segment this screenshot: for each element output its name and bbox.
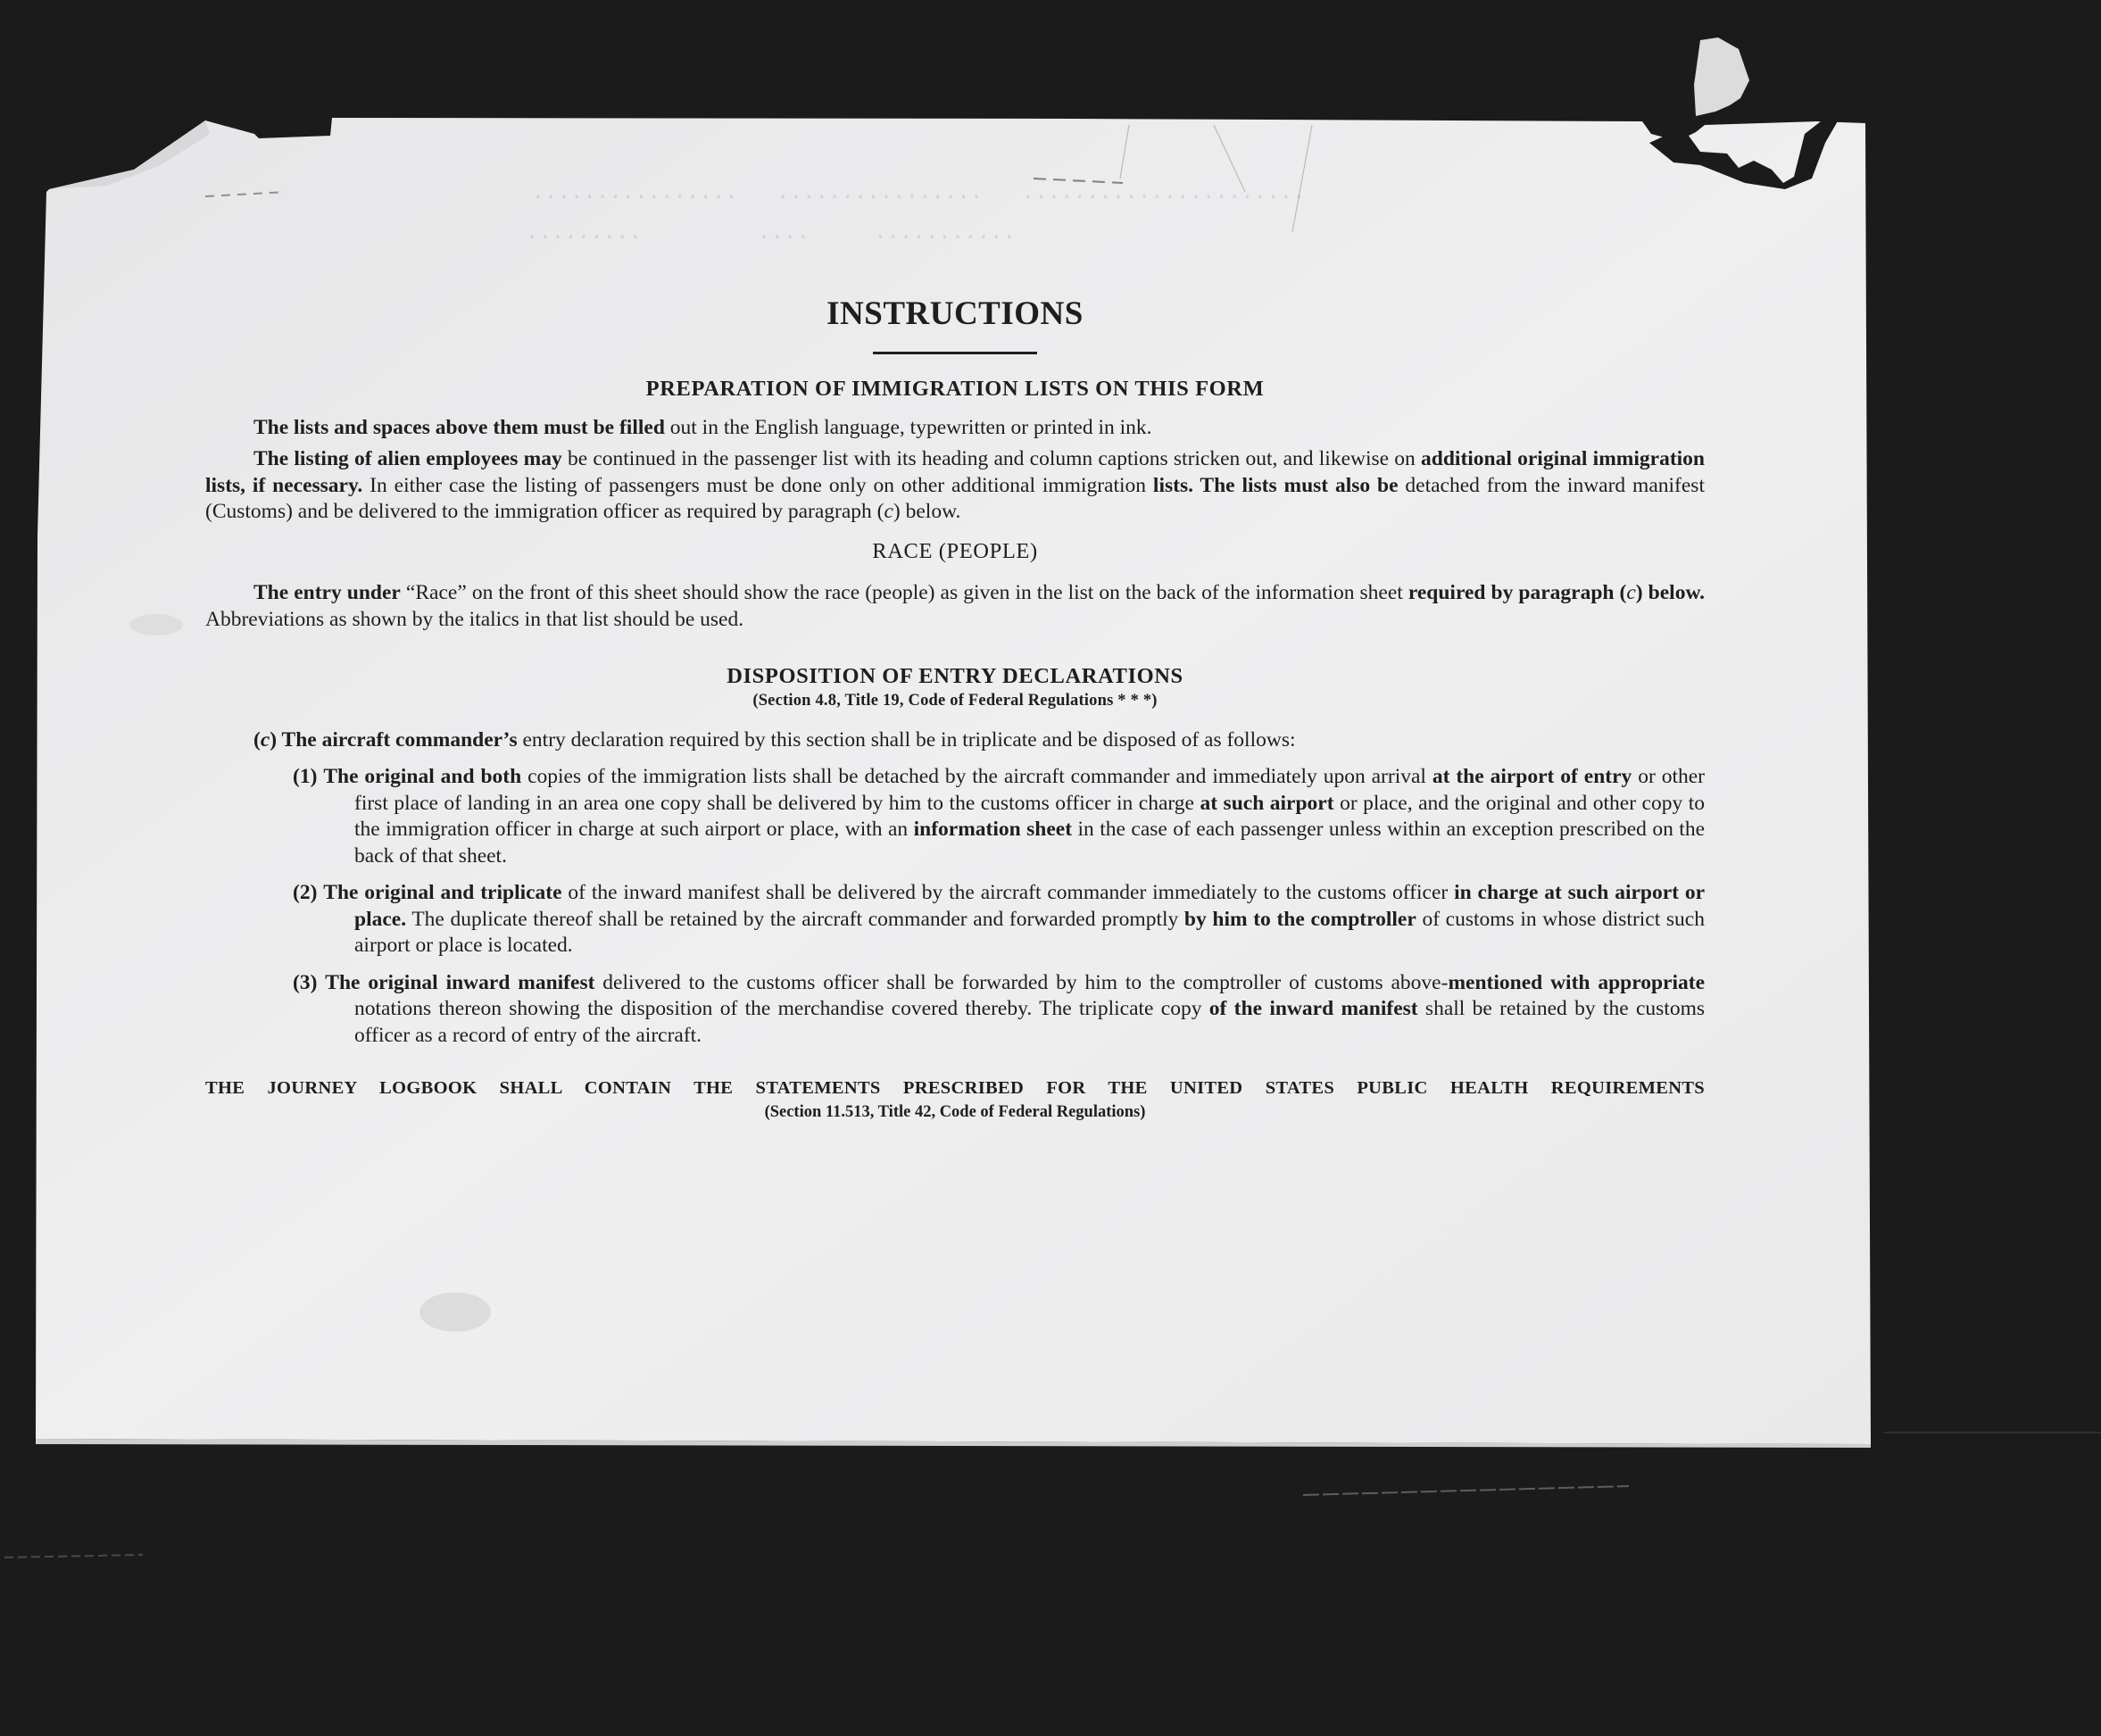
show-through-text: ......... .... ...........	[500, 219, 1016, 244]
disposition-item-1: (1) The original and both copies of the immigration lists shall be detached by the aircraft commander and immediately upon arrival at the airport of entry or other first place of landing in an area one copy shall be delivered by him to the customs officer in charge at such airport or place, and the original and other copy to the immigration officer in charge at such airport or place, with an information sheet in the case of each passenger unless within an exception prescribed on the back of that sheet.	[293, 765, 1706, 868]
race-paragraph: The entry under “Race” on the front of this sheet should show the race (people) as given in the list on the back of the information sheet required by paragraph (c) below. Abbreviations as shown by the italics in that list should be used.	[205, 581, 1706, 631]
public-health-statement: THE JOURNEY LOGBOOK SHALL CONTAIN THE STATEMENTS PRESCRIBED FOR THE UNITED STATES PUBLIC HEALTH REQUIREMENTS	[205, 1078, 1705, 1098]
document-title: INSTRUCTIONS	[826, 295, 1084, 332]
preparation-paragraph-1: The lists and spaces above them must be filled out in the English language, typewritten or printed in ink.	[253, 415, 1152, 439]
public-health-citation: (Section 11.513, Title 42, Code of Federal Regulations)	[764, 1103, 1146, 1121]
instructions-body	[205, 295, 1705, 1123]
section-heading-disposition: DISPOSITION OF ENTRY DECLARATIONS	[727, 664, 1183, 688]
section-heading-preparation: PREPARATION OF IMMIGRATION LISTS ON THIS FORM	[645, 377, 1265, 401]
disposition-citation: (Section 4.8, Title 19, Code of Federal Regulations * * *)	[752, 691, 1158, 710]
disposition-item-2: (2) The original and triplicate of the inward manifest shall be delivered by the aircraft commander immediately to the customs officer in charge at such airport or place. The duplicate thereof shall be retained by the aircraft commander and forwarded promptly by him to the comptroller of customs in whose district such airport or place is located.	[293, 881, 1706, 957]
show-through-text: ................ ................ ......................	[428, 179, 1306, 204]
disposition-item-3: (3) The original inward manifest delivered to the customs officer shall be forwarded by him to the comptroller of customs above-mentioned with appropriate notations thereon showing the disposition of the merchandise covered thereby. The triplicate copy of the inward manifest shall be retained by the customs officer as a record of entry of the aircraft.	[293, 970, 1706, 1047]
preparation-paragraph-2: The listing of alien employees may be continued in the passenger list with its heading and column captions stricken out, and likewise on additional original immigration lists, if necessary. In either case the listing of passengers must be done only on other additional immigration lists. The lists must also be detached from the inward manifest (Customs) and be delivered to the immigration officer as required by paragraph (c) below.	[205, 447, 1705, 523]
section-heading-race: RACE (PEOPLE)	[872, 538, 1038, 563]
title-underline	[873, 352, 1037, 354]
disposition-intro: (c) The aircraft commander’s entry declaration required by this section shall be in triplicate and be disposed of as follows:	[253, 727, 1296, 752]
